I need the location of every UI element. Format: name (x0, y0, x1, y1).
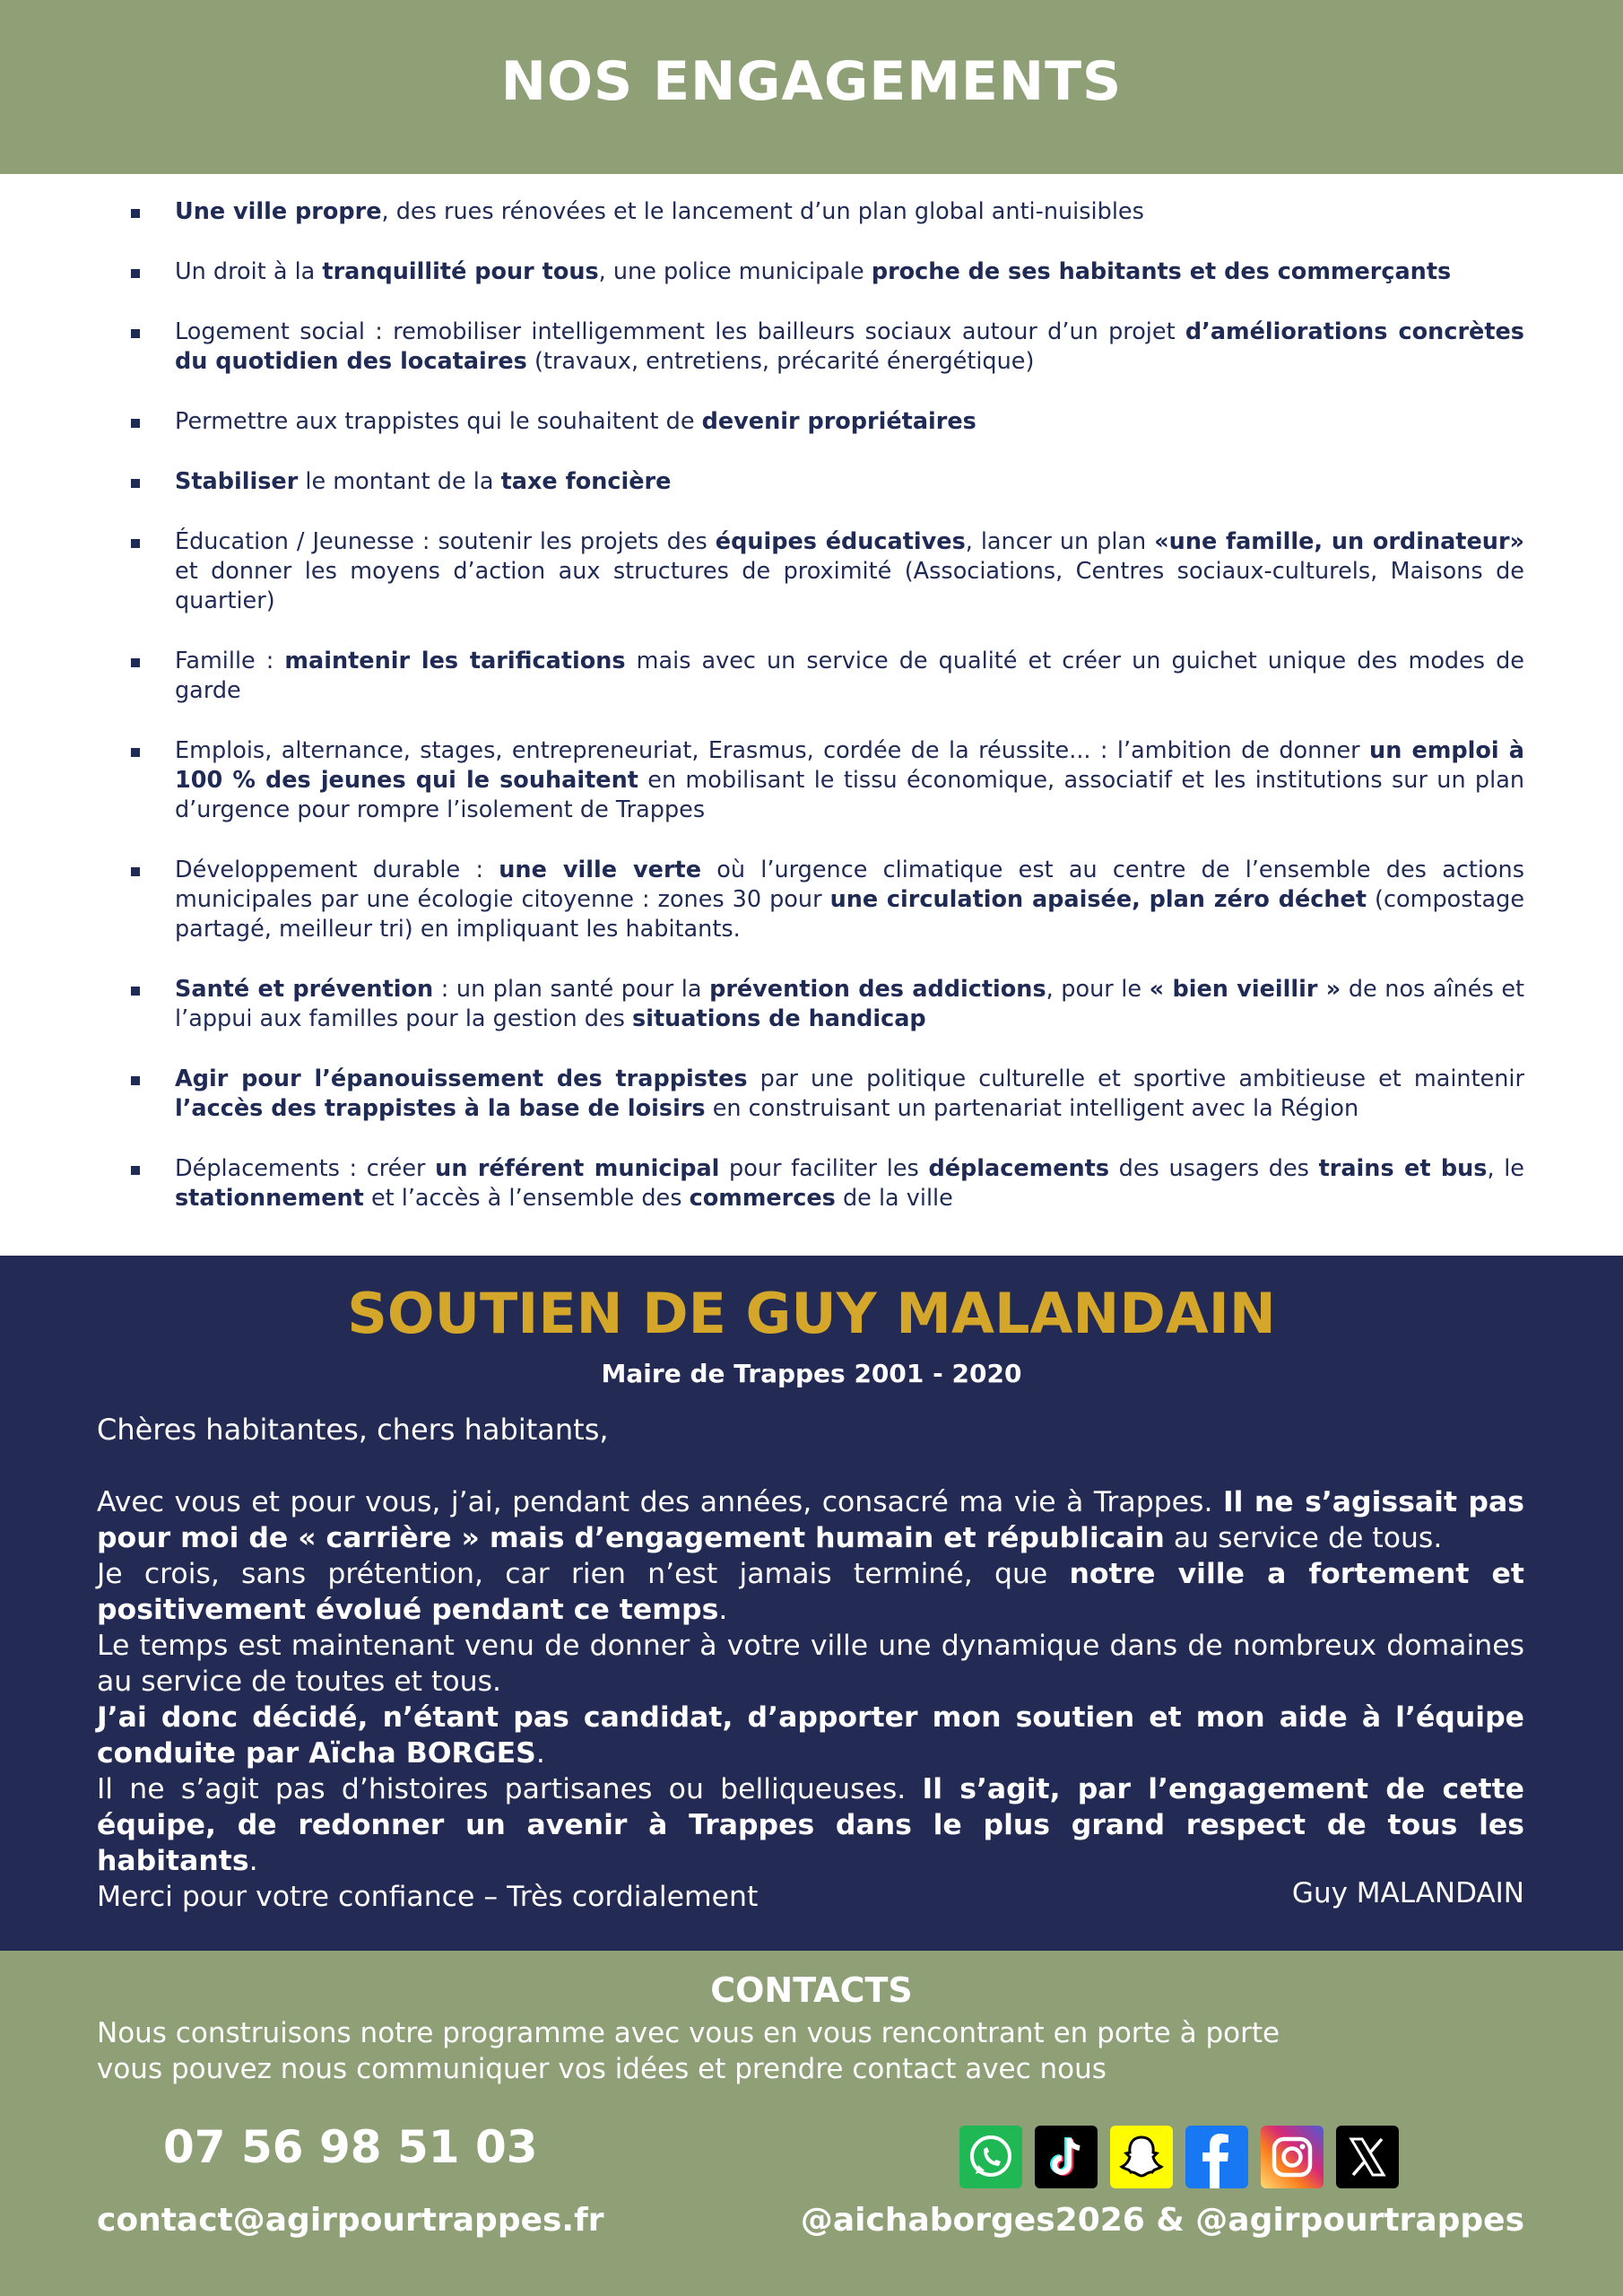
engagement-text (175, 648, 1524, 704)
text-run: Famille : (175, 648, 285, 674)
engagement-text (175, 198, 1144, 225)
bullet-icon (131, 748, 140, 757)
text-run: de nos aînés et l’appui aux familles pour la gestion des (175, 976, 1524, 1032)
instagram-icon[interactable] (1261, 2126, 1324, 2188)
bold-text: un référent municipal (435, 1155, 720, 1182)
list-item (126, 1065, 1524, 1124)
bold-text: situations de handicap (632, 1005, 926, 1032)
engagement-text (175, 857, 1524, 943)
contacts-intro-line: vous pouvez nous communiquer vos idées et prendre contact avec nous (97, 2053, 1107, 2085)
text-run: et donner les moyens d’action aux structures de proximité (Associations, Centres sociaux-culturels, Maisons de quartier) (175, 558, 1524, 614)
bold-text: devenir propriétaires (701, 408, 976, 435)
bold-text: Il s’agit, par l’engagement de cette équipe, de redonner un avenir à Trappes dans le plus grand respect de tous les habitants (97, 1773, 1524, 1877)
letter-signature: Guy MALANDAIN (1291, 1877, 1524, 1909)
letter-paragraph (97, 1556, 1524, 1628)
text-run: Avec vous et pour vous, j’ai, pendant des années, consacré ma vie à Trappes. (97, 1486, 1223, 1518)
text-run: au service de tous. (1164, 1522, 1443, 1554)
text-run: et l’accès à l’ensemble des (363, 1185, 690, 1212)
text-run: pour faciliter les (719, 1155, 929, 1182)
support-letter (97, 1484, 1524, 1915)
bold-text: équipes éducatives (715, 528, 966, 555)
text-run: Déplacements : créer (175, 1155, 436, 1182)
engagement-text (175, 1155, 1524, 1212)
bold-text: J’ai donc décidé, n’étant pas candidat, d’apporter mon soutien et mon aide à l’équipe conduite par Aïcha BORGES (97, 1701, 1524, 1770)
letter-paragraph (97, 1484, 1524, 1556)
bold-text: « bien vieillir » (1149, 976, 1341, 1003)
bullet-icon (131, 658, 140, 667)
text-run: . (535, 1737, 545, 1770)
bold-text: «une famille, un ordinateur» (1154, 528, 1524, 555)
bold-text: d’améliorations concrètes du quotidien des locataires (175, 318, 1524, 375)
text-run: où l’urgence climatique est au centre de l’ensemble des actions municipales par une écologie citoyenne : zones 30 pour (175, 857, 1524, 913)
bold-text: stationnement (175, 1185, 364, 1212)
letter-paragraph (97, 1771, 1524, 1879)
social-icons (959, 2126, 1399, 2188)
bold-text: déplacements (928, 1155, 1110, 1182)
letter-greeting: Chères habitantes, chers habitants, (97, 1413, 609, 1447)
text-run: , pour le (1046, 976, 1150, 1003)
list-item (126, 856, 1524, 944)
bold-text: Agir pour l’épanouissement des trappistes (175, 1065, 748, 1092)
support-title: SOUTIEN DE GUY MALANDAIN (347, 1281, 1276, 1346)
bullet-icon (131, 209, 140, 218)
email-link[interactable]: contact@agirpourtrappes.fr (97, 2202, 604, 2239)
text-run: en mobilisant le tissu économique, associatif et les institutions sur un plan d’urgence pour rompre l’isolement de Trappes (175, 767, 1524, 823)
text-run: Emplois, alternance, stages, entrepreneuriat, Erasmus, cordée de la réussite... : l’ambition de donner (175, 737, 1370, 764)
text-run: , des rues rénovées et le lancement d’un plan global anti-nuisibles (381, 198, 1144, 225)
support-section (0, 1256, 1623, 1951)
facebook-icon[interactable] (1185, 2126, 1248, 2188)
text-run: Je crois, sans prétention, car rien n’est jamais terminé, que (97, 1558, 1070, 1590)
list-item (126, 317, 1524, 377)
header-banner (0, 0, 1623, 174)
bullet-icon (131, 479, 140, 488)
bold-text: Stabiliser (175, 468, 299, 495)
bullet-icon (131, 539, 140, 548)
list-item (126, 647, 1524, 706)
text-run: Merci pour votre confiance – Très cordialement (97, 1881, 759, 1913)
engagements-list (126, 197, 1524, 1244)
bold-text: une circulation apaisée, plan zéro déchet (829, 886, 1367, 913)
contacts-title: CONTACTS (710, 1970, 913, 2010)
bullet-icon (131, 269, 140, 278)
text-run: Éducation / Jeunesse : soutenir les projets des (175, 528, 716, 555)
list-item (126, 1154, 1524, 1213)
list-item (126, 736, 1524, 825)
bullet-icon (131, 867, 140, 876)
support-subtitle: Maire de Trappes 2001 - 2020 (601, 1359, 1022, 1388)
letter-paragraph (97, 1700, 1524, 1771)
text-run: Il ne s’agit pas d’histoires partisanes ou belliqueuses. (97, 1773, 923, 1805)
bullet-icon (131, 1076, 140, 1085)
engagement-text (175, 318, 1524, 375)
list-item (126, 407, 1524, 437)
engagement-text (175, 737, 1524, 823)
text-run: des usagers des (1109, 1155, 1319, 1182)
snapchat-icon[interactable] (1110, 2126, 1173, 2188)
bold-text: Il ne s’agissait pas pour moi de « carrière » mais d’engagement humain et républicain (97, 1486, 1524, 1554)
text-run: de la ville (835, 1185, 953, 1212)
engagement-text (175, 1065, 1524, 1122)
text-run: Le temps est maintenant venu de donner à votre ville une dynamique dans de nombreux domaines au service de toutes et tous. (97, 1630, 1524, 1698)
engagement-text (175, 976, 1524, 1032)
text-run: , une police municipale (598, 258, 872, 285)
text-run: mais avec un service de qualité et créer un guichet unique des modes de garde (175, 648, 1524, 704)
text-run: en construisant un partenariat intelligent avec la Région (705, 1095, 1359, 1122)
contacts-section (0, 1951, 1623, 2296)
engagements-section (0, 174, 1623, 1256)
text-run: . (248, 1845, 258, 1877)
bold-text: prévention des addictions (709, 976, 1046, 1003)
engagement-text (175, 468, 671, 495)
text-run: . (718, 1594, 728, 1626)
whatsapp-icon[interactable] (959, 2126, 1022, 2188)
bold-text: Une ville propre (175, 198, 382, 225)
bold-text: trains et bus (1318, 1155, 1488, 1182)
bold-text: commerces (689, 1185, 836, 1212)
text-run: par une politique culturelle et sportive ambitieuse et maintenir (747, 1065, 1524, 1092)
text-run: , lancer un plan (965, 528, 1155, 555)
bold-text: un emploi à 100 % des jeunes qui le souhaitent (175, 737, 1525, 794)
letter-paragraph (97, 1628, 1524, 1700)
contacts-intro-line: Nous construisons notre programme avec vous en vous rencontrant en porte à porte (97, 2017, 1280, 2049)
social-handles[interactable]: @aichaborges2026 & @agirpourtrappes (800, 2202, 1524, 2239)
text-run: (compostage partagé, meilleur tri) en impliquant les habitants. (175, 886, 1525, 943)
bold-text: proche de ses habitants et des commerçants (871, 258, 1452, 285)
bullet-icon (131, 987, 140, 996)
bold-text: taxe foncière (500, 468, 672, 495)
page-title: NOS ENGAGEMENTS (500, 50, 1123, 113)
list-item (126, 975, 1524, 1034)
text-run: Logement social : remobiliser intelligemment les bailleurs sociaux autour d’un projet (175, 318, 1185, 345)
text-run: , le (1487, 1155, 1524, 1182)
phone-number[interactable]: 07 56 98 51 03 (163, 2121, 538, 2173)
engagement-text (175, 408, 976, 435)
bullet-icon (131, 1166, 140, 1175)
list-item (126, 197, 1524, 227)
list-item (126, 257, 1524, 287)
list-item (126, 467, 1524, 497)
x-icon[interactable] (1336, 2126, 1399, 2188)
bold-text: tranquillité pour tous (322, 258, 599, 285)
bullet-icon (131, 419, 140, 428)
contacts-intro (97, 2015, 1280, 2087)
text-run: le montant de la (298, 468, 501, 495)
engagement-text (175, 258, 1451, 285)
bullet-icon (131, 329, 140, 338)
text-run: Permettre aux trappistes qui le souhaitent de (175, 408, 702, 435)
text-run: Développement durable : (175, 857, 499, 883)
tiktok-icon[interactable] (1035, 2126, 1098, 2188)
list-item (126, 527, 1524, 616)
bold-text: une ville verte (499, 857, 702, 883)
bold-text: Santé et prévention (175, 976, 434, 1003)
engagement-text (175, 528, 1524, 614)
bold-text: maintenir les tarifications (284, 648, 626, 674)
bold-text: l’accès des trappistes à la base de loisirs (175, 1095, 706, 1122)
text-run: Un droit à la (175, 258, 323, 285)
text-run: : un plan santé pour la (433, 976, 710, 1003)
bold-text: notre ville a fortement et positivement évolué pendant ce temps (97, 1558, 1524, 1626)
text-run: (travaux, entretiens, précarité énergétique) (526, 348, 1035, 375)
